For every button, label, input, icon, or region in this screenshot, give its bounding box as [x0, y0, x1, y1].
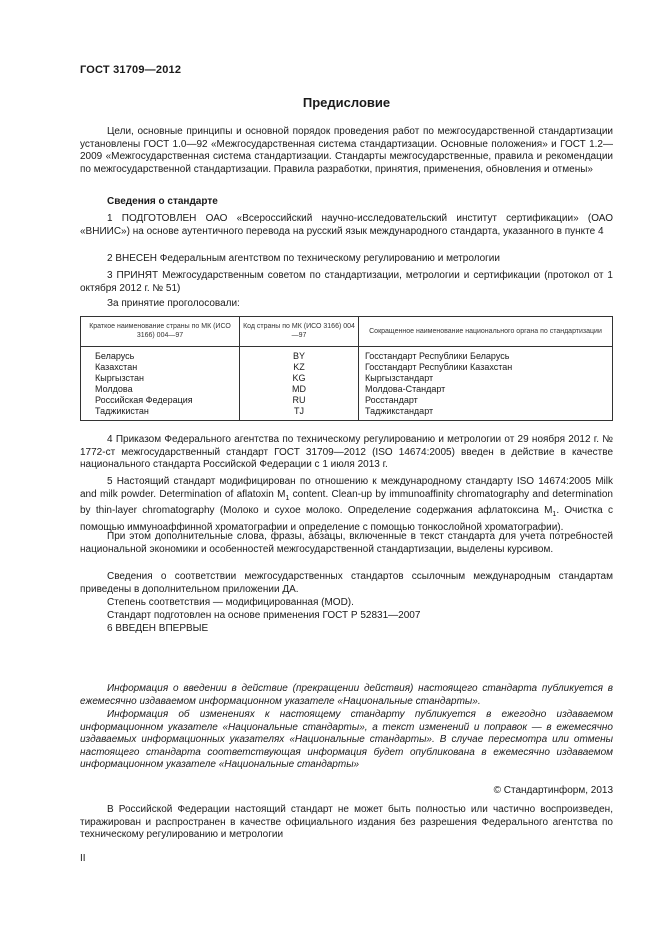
table-row	[81, 406, 613, 421]
country-code: RU	[240, 395, 359, 406]
standards-body: Росстандарт	[359, 395, 613, 406]
subscript-1: 1	[285, 494, 290, 502]
notice-paragraph-1: Информация о введении в действие (прекращении действия) настоящего стандарта публикуется в ежемесячно издаваемом информационном указателе «Национальные стандарты».	[80, 683, 613, 707]
item-5-text-b: content. Clean-up by immunoaffinity chromatography and determination by thin-layer chromatography (Молоко и сухое молоко. Определение содержания афлатоксина M	[80, 488, 613, 517]
country-code: KZ	[240, 362, 359, 373]
italic-note-paragraph: При этом дополнительные слова, фразы, абзацы, включенные в текст стандарта для учета потребностей национальной экономики и особенностей межгосударственной стандартизации, выделены курсивом.	[80, 531, 613, 555]
table-header-code: Код страны по МК (ИСО 3166) 004—97	[240, 317, 359, 347]
item-2-paragraph: 2 ВНЕСЕН Федеральным агентством по техническому регулированию и метрологии	[107, 253, 500, 264]
item-4-paragraph: 4 Приказом Федерального агентства по техническому регулированию и метрологии от 29 ноября 2012 г. № 1772-ст межгосударственный стандарт ГОСТ 31709—2012 (ISO 14674:2005) введен в действие в качестве национального стандарта Российской Федерации с 1 июля 2013 г.	[80, 434, 613, 471]
degree-paragraph: Степень соответствия — модифицированная (MOD).	[107, 597, 354, 608]
table-header-body: Сокращенное наименование национального органа по стандартизации	[359, 317, 613, 347]
item-3-paragraph: 3 ПРИНЯТ Межгосударственным советом по стандартизации, метрологии и сертификации (протокол от 1 октября 2012 г. № 51)	[80, 270, 613, 294]
table-row	[81, 347, 613, 363]
standards-body: Кыргызстандарт	[359, 373, 613, 384]
country-name: Беларусь	[81, 347, 240, 363]
country-name: Казахстан	[81, 362, 240, 373]
country-name: Кыргызстан	[81, 373, 240, 384]
item-1-paragraph: 1 ПОДГОТОВЛЕН ОАО «Всероссийский научно-исследовательский институт сертификации» (ОАО «ВНИИС») на основе аутентичного перевода на русский язык международного стандарта, указанного в пункте 4	[80, 213, 613, 237]
intro-paragraph: Цели, основные принципы и основной порядок проведения работ по межгосударственной стандартизации установлены ГОСТ 1.0—92 «Межгосударственная система стандартизации. Основные положения» и ГОСТ 1.2—2009 «Межгосударственная система стандартизации. Стандарты межгосударственные, правила и рекомендации по межгосударственной стандартизации. Правила разработки, принятия, применения, обновления и отмены»	[80, 126, 613, 175]
copyright-line: © Стандартинформ, 2013	[493, 785, 613, 796]
table-row	[81, 384, 613, 395]
subscript-1: 1	[552, 511, 557, 519]
countries-table	[80, 316, 613, 421]
basis-paragraph: Стандарт подготовлен на основе применения ГОСТ Р 52831—2007	[107, 610, 421, 621]
info-heading: Сведения о стандарте	[107, 196, 218, 207]
vote-line: За принятие проголосовали:	[107, 298, 240, 309]
standard-code-header: ГОСТ 31709—2012	[80, 64, 182, 76]
references-paragraph: Сведения о соответствии межгосударственных стандартов ссылочным международным стандартам приведены в дополнительном приложении ДА.	[80, 571, 613, 595]
page-title: Предисловие	[302, 95, 391, 110]
rights-paragraph: В Российской Федерации настоящий стандарт не может быть полностью или частично воспроизведен, тиражирован и распространен в качестве официального издания без разрешения Федерального агентства по техническому регулированию и метрологии	[80, 804, 613, 841]
item-5-text-a: 5 Настоящий стандарт модифицирован по отношению к международному стандарту ISO 14674:2005 Milk and milk powder. Determination of aflatoxin M	[80, 476, 613, 500]
item-5-text-c: . Очистка с помощью иммуноаффинной хроматографии и определение с помощью тонкослойной хроматографии).	[80, 505, 613, 533]
country-code: KG	[240, 373, 359, 384]
country-code: MD	[240, 384, 359, 395]
standards-body: Таджикстандарт	[359, 406, 613, 421]
country-name: Российская Федерация	[81, 395, 240, 406]
standards-body: Госстандарт Республики Беларусь	[359, 347, 613, 363]
country-name: Таджикистан	[81, 406, 240, 421]
country-code: BY	[240, 347, 359, 363]
table-row	[81, 373, 613, 384]
table-row	[81, 395, 613, 406]
notice-paragraph-2: Информация об изменениях к настоящему стандарту публикуется в ежегодно издаваемом информационном указателе «Национальные стандарты», а текст изменений и поправок — в ежемесячно издаваемых информационных указателях «Национальные стандарты». В случае пересмотра или отмены настоящего стандарта соответствующая информация будет опубликована в ежемесячно издаваемом информационном указателе «Национальные стандарты»	[80, 709, 613, 771]
item-5-paragraph	[80, 476, 613, 534]
item-6-paragraph: 6 ВВЕДЕН ВПЕРВЫЕ	[107, 623, 209, 634]
table-header-country: Краткое наименование страны по МК (ИСО 3166) 004—97	[81, 317, 240, 347]
country-code: TJ	[240, 406, 359, 421]
page-number: II	[80, 853, 86, 864]
standards-body: Молдова-Стандарт	[359, 384, 613, 395]
country-name: Молдова	[81, 384, 240, 395]
table-row	[81, 362, 613, 373]
standards-body: Госстандарт Республики Казахстан	[359, 362, 613, 373]
